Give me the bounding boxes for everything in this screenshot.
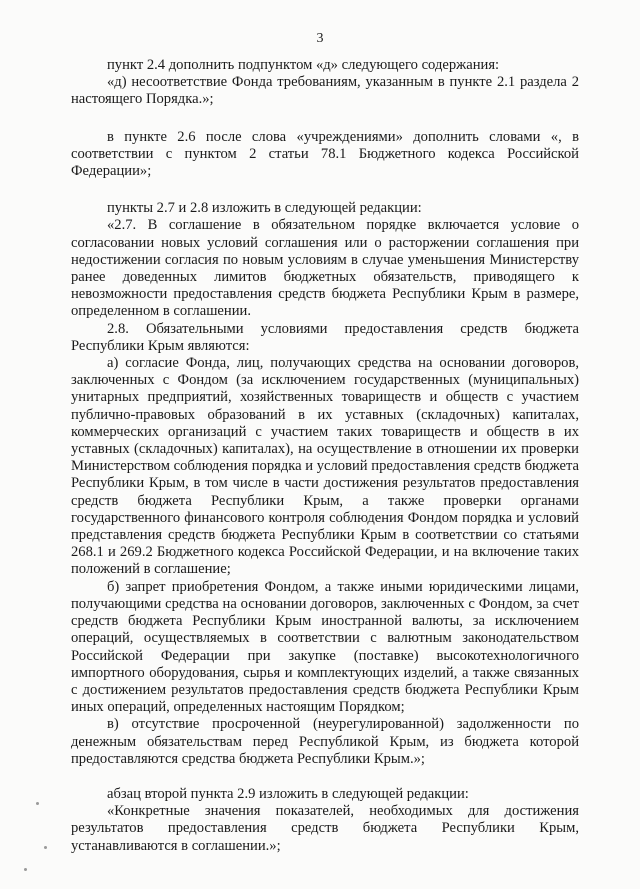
- paragraph-condition-a: а) согласие Фонда, лиц, получающих средства на основании договоров, заключенных с Фондом (за исключением государственных (муниципальных) унитарных предприятий, хозяйственных товариществ и обществ с участием публично-правовых образований в их уставных (складочных) капиталах, коммерческих организаций с участием таких товариществ и обществ в их уставных (складочных) капиталах), на осуществление в отношении их проверки Министерством соблюдения порядка и условий предоставления средств бюджета Республики Крым, в том числе в части достижения результатов предоставления средств бюджета Республики Крым, а также проверки органами государственного финансового контроля соблюдения Фондом порядка и условий представления средств бюджета Республики Крым в соответствии со статьями 268.1 и 269.2 Бюджетного кодекса Российской Федерации, и на включение таких положений в соглашение;: [71, 355, 579, 578]
- page-number: 3: [316, 31, 324, 46]
- scan-speck: [44, 846, 47, 849]
- paragraph-condition-b: б) запрет приобретения Фондом, а также иными юридическими лицами, получающими средства на основании договоров, заключенных с Фондом, за счет средств бюджета Республики Крым иностранной валюты, за исключением операций, осуществляемых в соответствии с валютным законодательством Российской Федерации при закупке (поставке) высокотехнологичного импортного оборудования, сырья и комплектующих изделий, а также связанных с достижением результатов предоставления средств бюджета Республики Крым иных операций, определенных настоящим Порядком;: [71, 578, 579, 716]
- paragraph-2-7: «2.7. В соглашение в обязательном порядке включается условие о согласовании новых условий соглашения или о расторжении соглашения при недостижении согласия по новым условиям в случае уменьшения Министерству ранее доведенных лимитов бюджетных обязательств, приводящего к невозможности предоставления средств бюджета Республики Крым в размере, определенном в соглашении.: [71, 217, 579, 320]
- scan-speck: [24, 868, 27, 871]
- paragraph-subitem-d: «д) несоответствие Фонда требованиям, указанным в пункте 2.1 раздела 2 настоящего Порядка.»;: [71, 74, 579, 108]
- document-body: [71, 57, 579, 855]
- paragraph-indicators: «Конкретные значения показателей, необходимых для достижения результатов предоставления средств бюджета Республики Крым, устанавливаются в соглашении.»;: [71, 803, 579, 854]
- paragraph-2-8: 2.8. Обязательными условиями предоставления средств бюджета Республики Крым являются:: [71, 320, 579, 354]
- paragraph-condition-v: в) отсутствие просроченной (неурегулированной) задолженности по денежным обязательствам перед Республикой Крым, из бюджета которой предоставляются средства бюджета Республики Крым.»;: [71, 716, 579, 767]
- paragraph-item-2-6: в пункте 2.6 после слова «учреждениями» дополнить словами «, в соответствии с пунктом 2 статьи 78.1 Бюджетного кодекса Российской Федерации»;: [71, 128, 579, 180]
- paragraph-items-2-7-2-8: пункты 2.7 и 2.8 изложить в следующей редакции:: [107, 200, 422, 217]
- paragraph-item-2-9: абзац второй пункта 2.9 изложить в следующей редакции:: [107, 785, 469, 802]
- paragraph-item-2-4: пункт 2.4 дополнить подпунктом «д» следующего содержания:: [107, 57, 500, 73]
- scan-speck: [36, 802, 39, 805]
